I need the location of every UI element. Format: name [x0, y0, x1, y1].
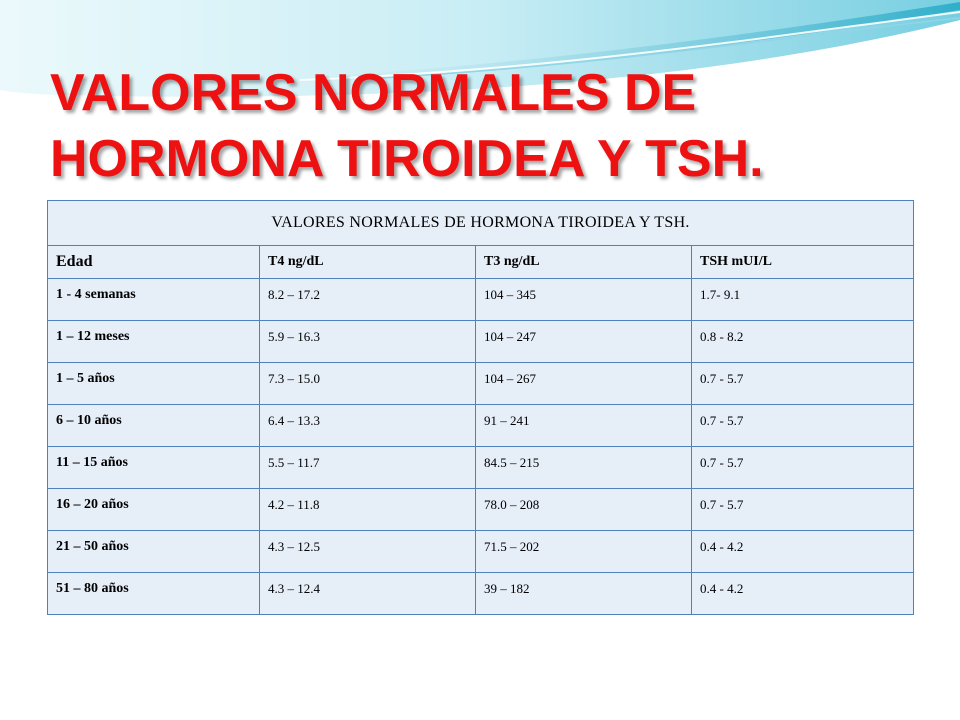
table-row — [48, 405, 914, 447]
cell-age: 51 – 80 años — [48, 573, 260, 615]
header-t4: T4 ng/dL — [260, 246, 476, 279]
cell-t4: 8.2 – 17.2 — [260, 279, 476, 321]
cell-age: 11 – 15 años — [48, 447, 260, 489]
cell-tsh: 0.4 - 4.2 — [692, 531, 914, 573]
cell-t3: 39 – 182 — [476, 573, 692, 615]
table-row — [48, 489, 914, 531]
cell-t3: 104 – 247 — [476, 321, 692, 363]
table-header-row — [48, 246, 914, 279]
header-t3: T3 ng/dL — [476, 246, 692, 279]
cell-t3: 84.5 – 215 — [476, 447, 692, 489]
cell-t4: 5.9 – 16.3 — [260, 321, 476, 363]
cell-age: 1 - 4 semanas — [48, 279, 260, 321]
table-row — [48, 531, 914, 573]
cell-tsh: 1.7- 9.1 — [692, 279, 914, 321]
cell-age: 21 – 50 años — [48, 531, 260, 573]
cell-tsh: 0.8 - 8.2 — [692, 321, 914, 363]
table-row — [48, 321, 914, 363]
title-line-2: HORMONA TIROIDEA Y TSH. — [50, 130, 764, 188]
header-age: Edad — [48, 246, 260, 279]
cell-tsh: 0.7 - 5.7 — [692, 489, 914, 531]
cell-age: 1 – 5 años — [48, 363, 260, 405]
cell-t4: 4.2 – 11.8 — [260, 489, 476, 531]
cell-tsh: 0.7 - 5.7 — [692, 363, 914, 405]
cell-t3: 78.0 – 208 — [476, 489, 692, 531]
title-line-1: VALORES NORMALES DE — [50, 64, 697, 122]
slide-title — [50, 60, 930, 192]
cell-age: 6 – 10 años — [48, 405, 260, 447]
cell-tsh: 0.4 - 4.2 — [692, 573, 914, 615]
table-row — [48, 573, 914, 615]
cell-age: 16 – 20 años — [48, 489, 260, 531]
cell-age: 1 – 12 meses — [48, 321, 260, 363]
cell-t3: 104 – 345 — [476, 279, 692, 321]
cell-t3: 71.5 – 202 — [476, 531, 692, 573]
table-row — [48, 447, 914, 489]
cell-t4: 4.3 – 12.4 — [260, 573, 476, 615]
cell-t3: 104 – 267 — [476, 363, 692, 405]
cell-t4: 5.5 – 11.7 — [260, 447, 476, 489]
thyroid-values-table — [47, 200, 913, 615]
table-row — [48, 279, 914, 321]
cell-tsh: 0.7 - 5.7 — [692, 405, 914, 447]
cell-tsh: 0.7 - 5.7 — [692, 447, 914, 489]
header-tsh: TSH mUI/L — [692, 246, 914, 279]
table-caption: VALORES NORMALES DE HORMONA TIROIDEA Y TSH. — [48, 201, 914, 246]
cell-t4: 4.3 – 12.5 — [260, 531, 476, 573]
cell-t3: 91 – 241 — [476, 405, 692, 447]
cell-t4: 6.4 – 13.3 — [260, 405, 476, 447]
table-row — [48, 363, 914, 405]
cell-t4: 7.3 – 15.0 — [260, 363, 476, 405]
